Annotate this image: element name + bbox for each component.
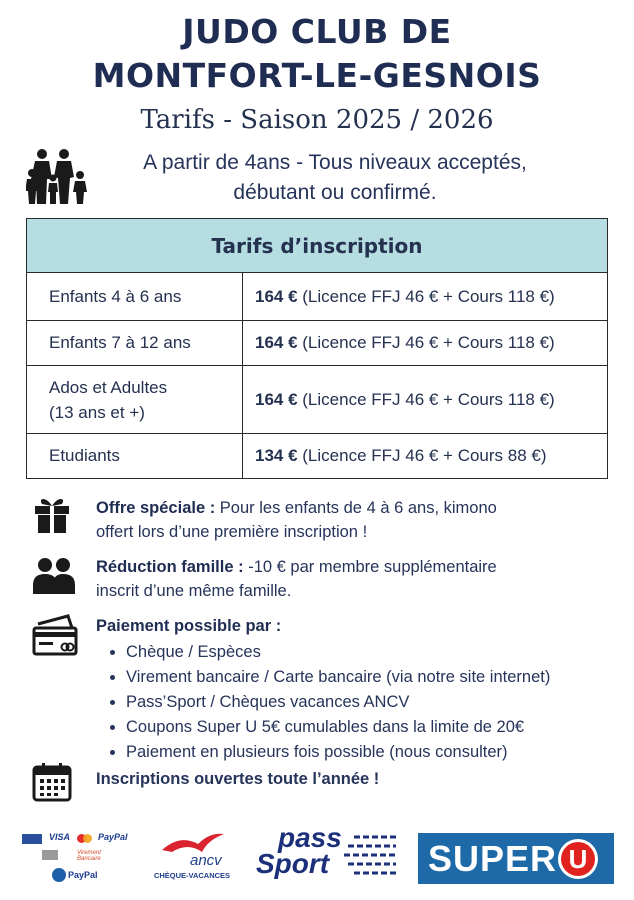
intro-text: A partir de 4ans - Tous niveaux acceptés, débutant ou confirmé.	[143, 151, 527, 204]
row-category: Enfants 4 à 6 ans	[27, 273, 243, 321]
list-item: • Virement bancaire / Carte bancaire (via notre site internet)	[126, 665, 616, 690]
logos-bar	[0, 822, 634, 888]
row-category: Ados et Adultes (13 ans et +)	[27, 366, 243, 434]
row-price: 134 € (Licence FFJ 46 € + Cours 88 €)	[243, 434, 608, 479]
payment-cards-logo: VISA PayPal Virement Bancaire PayPal	[22, 832, 134, 884]
list-item: • Pass’Sport / Chèques vacances ANCV	[126, 690, 616, 715]
row-category: Etudiants	[27, 434, 243, 479]
row-price: 164 € (Licence FFJ 46 € + Cours 118 €)	[243, 273, 608, 321]
calendar-icon	[32, 762, 72, 802]
users-icon	[32, 556, 76, 596]
payment-label: Paiement possible par :	[96, 617, 282, 635]
table-heading: Tarifs d’inscription	[27, 219, 608, 273]
speed-lines-icon	[342, 832, 398, 882]
list-item: • Chèque / Espèces	[126, 640, 616, 665]
title-line-1: JUDO CLUB DE	[182, 12, 452, 51]
table-row	[27, 434, 608, 479]
ancv-logo: ancv CHÈQUE-VACANCES	[150, 828, 234, 886]
table-row	[27, 366, 608, 434]
family-discount-text: Réduction famille : -10 € par membre supplémentaire inscrit d’une même famille.	[96, 558, 497, 600]
payment-section	[96, 614, 616, 765]
row-category: Enfants 7 à 12 ans	[27, 321, 243, 366]
credit-card-icon	[32, 614, 78, 656]
registration-text: Inscriptions ouvertes toute l’année !	[96, 770, 380, 788]
list-item: • Coupons Super U 5€ cumulables dans la limite de 20€	[126, 715, 616, 740]
title-line-2: MONTFORT-LE-GESNOIS	[92, 56, 542, 95]
gift-icon	[32, 494, 72, 534]
offer-text: Offre spéciale : Pour les enfants de 4 à 6 ans, kimono offert lors d’une première inscription !	[96, 499, 497, 541]
payment-list	[96, 640, 616, 765]
family-icon	[26, 148, 88, 204]
row-price: 164 € (Licence FFJ 46 € + Cours 118 €)	[243, 366, 608, 434]
row-price: 164 € (Licence FFJ 46 € + Cours 118 €)	[243, 321, 608, 366]
super-u-logo: SUPER U	[418, 833, 614, 884]
table-row	[27, 273, 608, 321]
pricing-table	[26, 218, 608, 479]
list-item: • Paiement en plusieurs fois possible (nous consulter)	[126, 740, 616, 765]
subtitle: Tarifs - Saison 2025 / 2026	[140, 105, 494, 135]
table-row	[27, 321, 608, 366]
pass-sport-logo: pass Sport	[256, 828, 402, 888]
